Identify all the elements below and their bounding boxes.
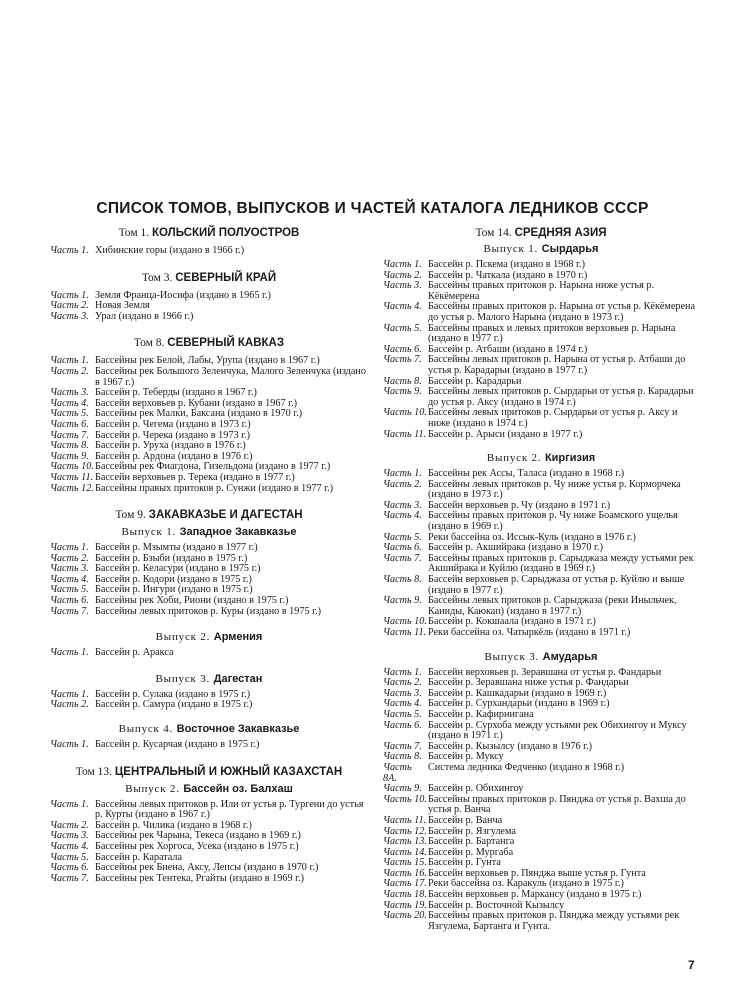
part-text: Бассейны правых притоков р. Пянджа от устья р. Вахша до устья р. Ванча: [428, 793, 686, 816]
part-label: Часть 5.: [50, 851, 89, 863]
volume-number: Том 9.: [115, 509, 146, 522]
part-text: Бассейны рек Ассы, Таласа (издано в 1968 г.): [428, 468, 625, 480]
part-label: Часть 4.: [50, 397, 89, 409]
part-text: Бассейн р. Акшийрака (издано в 1970 г.): [428, 542, 603, 554]
part-label: Часть 9.: [383, 595, 422, 607]
part-text: Бассейн р. Бартанга: [428, 836, 515, 848]
part-label: Часть 7.: [383, 552, 422, 564]
part-label: Часть 17.: [383, 878, 427, 890]
part-text: Бассейны правых притоков р. Нарына ниже устья р. Кёкёмерена: [428, 280, 654, 302]
part-label: Часть 18.: [383, 889, 427, 901]
part-label: Часть 2.: [383, 269, 422, 281]
part-label: Часть 4.: [383, 510, 422, 522]
issue-heading: [50, 673, 368, 686]
volume-number: Том 13.: [75, 765, 113, 778]
part-text: Бассейны рек Биена, Аксу, Лепсы (издано в 1970 г.): [95, 862, 319, 874]
part-label: Часть 5.: [383, 531, 422, 543]
page-number: 7: [688, 958, 695, 972]
part-entry: [383, 795, 699, 816]
part-entry: [50, 420, 368, 431]
part-entry: [383, 408, 699, 429]
part-label: Часть 1.: [50, 542, 89, 554]
part-text: Бассейны правых притоков р. Пянджа между устьями рек Язгулема, Бартанга и Гунта.: [428, 910, 680, 932]
part-entry: [383, 554, 699, 575]
issue-number: Выпуск 1.: [121, 526, 177, 539]
part-text: Бассейн р. Ардона (издано в 1976 г.): [95, 450, 253, 462]
part-text: Бассейн верховьев р. Терека (издано в 1977 г.): [95, 471, 295, 483]
part-label: Часть 1.: [383, 259, 422, 270]
part-text: Система ледника Федченко (издано в 1968 г.): [428, 761, 625, 773]
part-label: Часть 1.: [383, 666, 422, 678]
part-label: Часть 5.: [383, 708, 422, 720]
part-label: Часть 7.: [50, 429, 89, 441]
part-label: Часть 1.: [50, 355, 89, 367]
part-entry: [50, 367, 368, 388]
part-text: Бассейны рек Чарына, Текеса (издано в 1969 г.): [95, 830, 301, 842]
part-text: Бассейны левых притоков р. Или от устья р. Тургени до устья р. Курты (издано в 1967 г.): [95, 798, 364, 821]
part-text: Бассейн р. Кусарчая (издано в 1975 г.): [95, 739, 260, 751]
volume-number: Том 1.: [118, 227, 150, 239]
part-text: Бассейны левых притоков р. Сырдарьи от устья р. Аксу и ниже (издано в 1974 г.): [428, 407, 678, 429]
part-label: Часть 11.: [50, 471, 94, 483]
part-text: Бассейны левых притоков р. Нарына от устья р. Атбаши до устья р. Карадарьи (издано в 1977 г.): [428, 354, 686, 376]
part-entry: [50, 740, 368, 751]
part-label: Часть 1.: [50, 798, 89, 810]
issue-name: Киргизия: [544, 452, 596, 465]
part-label: Часть 16.: [383, 867, 427, 879]
part-text: Бассейн р. Каратала: [95, 851, 183, 863]
part-entry: [383, 324, 699, 345]
part-label: Часть 9.: [383, 386, 422, 398]
volume-number: Том 8.: [133, 337, 165, 350]
part-label: Часть 6.: [383, 343, 422, 355]
part-text: Бассейн р. Черека (издано в 1973 г.): [95, 429, 251, 441]
part-text: Бассейн р. Зеравшана ниже устья р. Фандарьи: [428, 677, 629, 689]
part-text: Бассейны рек Белой, Лабы, Урупа (издано в 1967 г.): [95, 355, 320, 367]
part-entry: [383, 816, 699, 827]
part-label: Часть 11.: [383, 627, 427, 638]
part-label: Часть 6.: [50, 595, 89, 607]
part-label: Часть 5.: [50, 584, 89, 596]
issue-heading: [383, 452, 699, 465]
part-label: Часть 10.: [50, 461, 94, 473]
part-entry: [383, 511, 699, 532]
volume-name: СРЕДНЯЯ АЗИЯ: [514, 227, 607, 239]
part-entry: [50, 473, 368, 484]
part-entry: [50, 874, 368, 885]
part-label: Часть 5.: [383, 322, 422, 334]
part-entry: [383, 480, 699, 501]
part-label: Часть 3.: [50, 830, 89, 842]
part-entry: [50, 607, 368, 618]
part-label: Часть 4.: [383, 698, 422, 710]
part-label: Часть 8.: [383, 574, 422, 586]
part-label: Часть 7.: [50, 872, 89, 884]
issue-number: Выпуск 1.: [483, 243, 539, 255]
part-entry: [383, 628, 699, 639]
part-text: Бассейн р. Кызылсу (издано в 1976 г.): [428, 740, 593, 752]
issue-name: Дагестан: [213, 672, 263, 685]
issue-heading: [50, 783, 368, 796]
part-text: Урал (издано в 1966 г.): [95, 310, 194, 322]
part-text: Бассейны левых притоков р. Чу ниже устья р. Корморчека (издано в 1973 г.): [428, 478, 681, 501]
part-entry: [383, 710, 699, 721]
part-text: Бассейн верховьев р. Сарыджаза от устья р. Куйлю и выше (издано в 1977 г.): [428, 574, 685, 596]
volume-heading: [50, 336, 368, 350]
part-text: Бассейны рек Хоби, Риони (издано в 1975 г.): [95, 595, 289, 607]
volume-name: КОЛЬСКИЙ ПОЛУОСТРОВ: [151, 227, 300, 239]
issue-number: Выпуск 2.: [125, 782, 180, 795]
part-text: Бассейн верховьев р. Пянджа выше устья р. Гунта: [428, 867, 646, 879]
part-text: Бассейны рек Малки, Баксана (издано в 1970 г.): [95, 408, 303, 420]
part-text: Бассейн р. Келасури (издано в 1975 г.): [95, 563, 261, 575]
part-text: Бассейн р. Муксу: [428, 751, 504, 763]
part-entry: [383, 721, 699, 742]
part-text: Бассейны правых и левых притоков верховьев р. Нарына (издано в 1977 г.): [428, 322, 676, 345]
part-entry: [50, 648, 368, 659]
issue-name: Амударья: [542, 650, 598, 663]
part-label: Часть 10.: [383, 793, 427, 805]
part-text: Бассейны правых притоков р. Нарына от устья р. Кёкёмерена до устья р. Малого Нарына (издано в 1973 г.): [428, 301, 695, 323]
part-label: Часть 1.: [50, 245, 89, 256]
part-label: Часть 8.: [383, 751, 422, 763]
part-entry: [383, 302, 699, 323]
volume-name: СЕВЕРНЫЙ КАВКАЗ: [167, 337, 285, 350]
part-text: Бассейн р. Мургаба: [428, 846, 514, 858]
part-text: Хибинские горы (издано в 1966 г.): [95, 245, 245, 256]
part-label: Часть 13.: [383, 836, 427, 848]
part-text: Бассейны левых притоков р. Сарыджаза (реки Иныльчек, Каинды, Каюкап) (издано в 1977 г.): [428, 595, 677, 617]
part-text: Бассейн р. Уруха (издано в 1976 г.): [95, 440, 246, 452]
part-label: Часть 3.: [383, 499, 422, 511]
part-label: Часть 1.: [383, 468, 422, 480]
part-label: Часть 9.: [50, 450, 89, 462]
part-text: Земля Франца-Иосифа (издано в 1965 г.): [95, 289, 271, 301]
part-label: Часть 4.: [50, 841, 89, 852]
part-entry: [50, 484, 368, 495]
part-label: Часть 7.: [50, 605, 89, 617]
part-text: Бассейн р. Чегема (издано в 1973 г.): [95, 418, 251, 430]
part-label: Часть 3.: [50, 310, 89, 322]
issue-heading: [50, 526, 368, 539]
part-label: Часть 1.: [50, 688, 89, 700]
part-entry: [383, 355, 699, 376]
part-label: Часть 19.: [383, 899, 427, 911]
part-label: Часть 3.: [50, 563, 89, 575]
part-entry: [383, 575, 699, 596]
part-text: Новая Земля: [95, 300, 150, 312]
issue-name: Восточное Закавказье: [176, 723, 300, 736]
part-text: Бассейн р. Пскема (издано в 1968 г.): [428, 259, 585, 270]
part-label: Часть 11.: [383, 428, 427, 440]
part-text: Бассейны правых притоков р. Сарыджаза между устьями рек Акшийрака и Куйлю (издано в 1969 г.): [428, 552, 694, 575]
issue-name: Сырдарья: [541, 243, 599, 255]
part-entry: [383, 596, 699, 617]
part-label: Часть 1.: [50, 647, 89, 659]
part-text: Бассейны рек Большого Зеленчука, Малого Зеленчука (издано в 1967 г.): [95, 365, 366, 388]
part-text: Бассейн р. Сулака (издано в 1975 г.): [95, 688, 251, 700]
volume-number: Том 3.: [141, 271, 173, 284]
volume-name: ЗАКАВКАЗЬЕ И ДАГЕСТАН: [148, 509, 303, 522]
part-text: Бассейн верховьев р. Чу (издано в 1971 г.): [428, 499, 611, 511]
part-text: Бассейн р. Кашкадарьи (издано в 1969 г.): [428, 687, 607, 699]
issue-heading: [50, 631, 368, 644]
issue-number: Выпуск 4.: [118, 723, 174, 736]
part-label: Часть 2.: [50, 819, 89, 831]
part-entry: [383, 763, 699, 784]
issue-name: Армения: [213, 631, 263, 644]
part-label: Часть 1.: [50, 289, 89, 301]
part-label: Часть 6.: [383, 542, 422, 554]
part-text: Реки бассейна оз. Каракуль (издано в 1975 г.): [428, 878, 624, 890]
part-text: Бассейн р. Язгулема: [428, 825, 516, 837]
part-text: Реки бассейна оз. Чатыркёль (издано в 1971 г.): [428, 627, 631, 638]
issue-name: Бассейн оз. Балхаш: [183, 782, 293, 795]
right-column: [383, 226, 699, 932]
part-text: Бассейн р. Гунта: [428, 857, 501, 869]
part-entry: [50, 842, 368, 853]
part-text: Бассейны левых притоков р. Куры (издано в 1975 г.): [95, 605, 322, 617]
part-label: Часть 12.: [50, 482, 94, 494]
part-text: Бассейн р. Ингури (издано в 1975 г.): [95, 584, 253, 596]
part-label: Часть 6.: [50, 418, 89, 430]
part-label: Часть 12.: [383, 825, 427, 837]
volume-number: Том 14.: [475, 227, 512, 239]
part-entry: [383, 911, 699, 932]
part-text: Бассейн р. Восточной Кызылсу: [428, 899, 565, 911]
part-entry: [50, 246, 368, 257]
volume-heading: [50, 765, 368, 779]
part-label: Часть 4.: [50, 573, 89, 585]
part-label: Часть 2.: [50, 365, 89, 377]
page-title: СПИСОК ТОМОВ, ВЫПУСКОВ И ЧАСТЕЙ КАТАЛОГА ЛЕДНИКОВ СССР: [96, 200, 649, 217]
part-label: Часть 8.: [383, 375, 422, 387]
part-text: Бассейн р. Сурхандарьи (издано в 1969 г.): [428, 698, 610, 710]
part-text: Бассейн р. Мзымты (издано в 1977 г.): [95, 542, 258, 554]
part-label: Часть 2.: [50, 300, 89, 312]
part-text: Бассейн р. Кодори (издано в 1975 г.): [95, 573, 252, 585]
part-text: Бассейн р. Кафирнигана: [428, 708, 534, 720]
part-entry: [383, 430, 699, 441]
part-label: Часть 2.: [50, 552, 89, 564]
part-text: Бассейн р. Атбаши (издано в 1974 г.): [428, 343, 588, 355]
part-text: Бассейн р. Теберды (издано в 1967 г.): [95, 387, 257, 399]
part-text: Бассейны рек Хоргоса, Усека (издано в 1975 г.): [95, 841, 299, 852]
part-label: Часть 6.: [383, 719, 422, 731]
part-label: Часть 10.: [383, 407, 427, 419]
part-text: Бассейны рек Фиагдона, Гизельдона (издано в 1977 г.): [95, 461, 331, 473]
part-entry: [50, 312, 368, 323]
part-label: Часть 8А.: [383, 761, 412, 784]
part-label: Часть 7.: [383, 740, 422, 752]
part-text: Бассейн р. Ванча: [428, 814, 503, 826]
volume-heading: [50, 508, 368, 522]
part-label: Часть 2.: [383, 478, 422, 490]
part-entry: [383, 260, 699, 271]
part-label: Часть 20.: [383, 910, 427, 922]
issue-number: Выпуск 2.: [486, 452, 542, 465]
issue-heading: [383, 243, 699, 256]
part-text: Бассейны левых притоков р. Сырдарьи от устья р. Карадарьи до устья р. Аксу (издано в 1974 г.): [428, 386, 694, 408]
part-text: Бассейны рек Тентека, Ргайты (издано в 1969 г.): [95, 872, 305, 884]
issue-number: Выпуск 2.: [155, 631, 211, 644]
part-label: Часть 2.: [50, 699, 89, 711]
part-label: Часть 3.: [383, 687, 422, 699]
part-entry: [50, 700, 368, 711]
issue-number: Выпуск 3.: [155, 672, 211, 685]
left-column: [50, 226, 368, 884]
part-label: Часть 9.: [383, 783, 422, 795]
part-label: Часть 4.: [383, 301, 422, 313]
issue-heading: [50, 723, 368, 736]
part-label: Часть 3.: [383, 280, 422, 292]
part-text: Бассейн р. Самура (издано в 1975 г.): [95, 699, 253, 711]
part-text: Бассейн верховьев р. Зеравшана от устья р. Фандарьи: [428, 666, 662, 678]
part-text: Реки бассейна оз. Иссык-Куль (издано в 1976 г.): [428, 531, 636, 543]
part-text: Бассейн р. Чаткала (издано в 1970 г.): [428, 269, 588, 281]
volume-heading: [383, 226, 699, 240]
part-label: Часть 1.: [50, 739, 89, 751]
part-label: Часть 10.: [383, 616, 427, 628]
part-text: Бассейн р. Чилика (издано в 1968 г.): [95, 819, 252, 831]
issue-number: Выпуск 3.: [484, 650, 540, 663]
issue-heading: [383, 651, 699, 664]
part-text: Бассейн р. Кокшаала (издано в 1971 г.): [428, 616, 596, 628]
part-text: Бассейн р. Карадарьи: [428, 375, 522, 387]
part-text: Бассейн верховьев р. Кубани (издано в 1967 г.): [95, 397, 298, 409]
part-text: Бассейны правых притоков р. Сунжи (издано в 1977 г.): [95, 482, 334, 494]
part-label: Часть 3.: [50, 387, 89, 399]
volume-heading: [50, 226, 368, 240]
volume-heading: [50, 271, 368, 285]
part-entry: [50, 800, 368, 821]
part-entry: [383, 281, 699, 302]
volume-name: СЕВЕРНЫЙ КРАЙ: [175, 271, 277, 284]
part-text: Бассейн верховьев р. Маркансу (издано в 1975 г.): [428, 889, 642, 901]
part-label: Часть 6.: [50, 862, 89, 874]
part-label: Часть 14.: [383, 846, 427, 858]
part-label: Часть 7.: [383, 354, 422, 366]
part-text: Бассейн р. Сурхоба между устьями рек Обихингоу и Муксу (издано в 1971 г.): [428, 719, 687, 742]
part-label: Часть 5.: [50, 408, 89, 420]
part-text: Бассейн р. Бзыби (издано в 1975 г.): [95, 552, 248, 564]
part-label: Часть 11.: [383, 814, 427, 826]
part-text: Бассейн р. Арыси (издано в 1977 г.): [428, 428, 583, 440]
part-text: Бассейн р. Аракса: [95, 647, 174, 659]
part-entry: [383, 387, 699, 408]
part-label: Часть 15.: [383, 857, 427, 869]
part-text: Бассейн р. Обихингоу: [428, 783, 524, 795]
part-label: Часть 2.: [383, 677, 422, 689]
part-text: Бассейны правых притоков р. Чу ниже Боамского ущелья (издано в 1969 г.): [428, 510, 678, 533]
volume-name: ЦЕНТРАЛЬНЫЙ И ЮЖНЫЙ КАЗАХСТАН: [114, 765, 343, 778]
issue-name: Западное Закавказье: [179, 526, 297, 539]
part-label: Часть 8.: [50, 440, 89, 452]
